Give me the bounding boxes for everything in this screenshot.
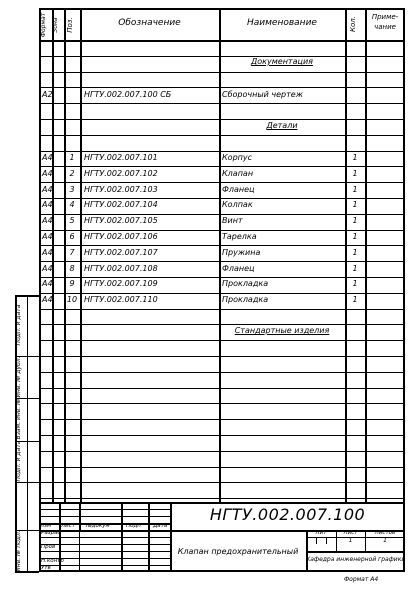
side-label-podp-data-2: Подп. и дата	[15, 440, 22, 482]
row-line	[39, 214, 405, 215]
part-name: Корпус	[222, 153, 253, 162]
hdr-format: Формат	[40, 12, 47, 38]
row-line	[39, 435, 405, 436]
row-line	[39, 403, 405, 404]
part-qty: 1	[352, 248, 358, 257]
part-qty: 1	[352, 216, 358, 225]
row-line	[39, 72, 405, 73]
row-line	[39, 87, 405, 88]
part-format: А4	[42, 185, 53, 194]
part-name: Колпак	[222, 200, 253, 209]
part-qty: 1	[352, 232, 358, 241]
row-line	[39, 277, 405, 278]
section-documentation: Документация	[251, 57, 313, 66]
tb-list: Лист	[61, 523, 75, 529]
part-pos: 1	[69, 153, 75, 162]
hdr-zone: Зона	[52, 17, 59, 33]
side-label-vzam-inv: Взам. инв. №	[15, 398, 22, 440]
tb-lit: Лит	[315, 530, 327, 536]
part-pos: 9	[69, 279, 75, 288]
part-designation: НГТУ.002.007.109	[84, 279, 158, 288]
part-qty: 1	[352, 264, 358, 273]
hdr-name: Наименование	[247, 18, 317, 28]
row-line	[39, 309, 405, 310]
hdr-pos: Поз.	[66, 17, 74, 33]
tb-list-h: Лист	[343, 530, 358, 536]
part-format: А4	[42, 169, 53, 178]
header-bottom	[39, 40, 405, 42]
row-line	[39, 245, 405, 246]
row-line	[39, 356, 405, 357]
part-qty: 1	[352, 200, 358, 209]
part-name: Фланец	[222, 185, 255, 194]
row-line	[39, 182, 405, 183]
row-line	[39, 451, 405, 452]
part-format: А4	[42, 248, 53, 257]
tb-list-val: 1	[348, 537, 353, 544]
row-line	[39, 467, 405, 468]
tb-ndokum: №докум	[86, 523, 110, 529]
part-format: А4	[42, 200, 53, 209]
part-designation: НГТУ.002.007.102	[84, 169, 158, 178]
section-standard: Стандартные изделия	[234, 326, 330, 335]
part-qty: 1	[352, 169, 358, 178]
doc-name: Сборочный чертеж	[222, 90, 303, 99]
hdr-note-2: чание	[374, 23, 396, 31]
part-pos: 5	[69, 216, 75, 225]
row-line	[39, 372, 405, 373]
part-designation: НГТУ.002.007.110	[84, 295, 158, 304]
part-pos: 8	[69, 264, 75, 273]
row-line	[39, 340, 405, 341]
hdr-note-1: Приме-	[371, 13, 399, 21]
part-designation: НГТУ.002.007.108	[84, 264, 158, 273]
side-label-podp-data-1: Подп. и дата	[15, 304, 22, 346]
part-format: А4	[42, 295, 53, 304]
row-line	[39, 151, 405, 152]
row-line	[39, 135, 405, 136]
part-name: Винт	[222, 216, 243, 225]
part-format: А4	[42, 153, 53, 162]
row-line	[39, 103, 405, 104]
tb-nkontr: Н.контр	[41, 558, 64, 564]
part-name: Фланец	[222, 264, 255, 273]
part-pos: 2	[69, 169, 75, 178]
part-name: Тарелка	[222, 232, 257, 241]
part-pos: 6	[69, 232, 75, 241]
row-line	[39, 230, 405, 231]
row-line	[39, 388, 405, 389]
part-qty: 1	[352, 295, 358, 304]
part-format: А4	[42, 232, 53, 241]
part-name: Прокладка	[222, 279, 269, 288]
item-name: Клапан предохранительный	[177, 547, 299, 556]
section-details: Детали	[266, 121, 298, 130]
tb-prov: Пров	[41, 544, 56, 550]
tb-razrab: Разраб	[41, 530, 61, 536]
row-line	[39, 166, 405, 167]
row-line	[39, 482, 405, 483]
side-label-inv-podl: Инв. № подл.	[15, 530, 22, 572]
part-name: Клапан	[222, 169, 254, 178]
doc-format: А2	[42, 90, 53, 99]
title-block-top	[39, 502, 405, 504]
part-designation: НГТУ.002.007.106	[84, 232, 158, 241]
part-pos: 4	[69, 200, 75, 209]
side-label-inv-dubl: Инв. № дубл.	[15, 356, 22, 398]
hdr-qty: Кол.	[349, 16, 357, 32]
row-line	[39, 293, 405, 294]
part-designation: НГТУ.002.007.103	[84, 185, 158, 194]
tb-izm: Изм	[40, 523, 52, 529]
row-line	[39, 419, 405, 420]
part-format: А4	[42, 216, 53, 225]
row-line	[39, 498, 405, 499]
part-designation: НГТУ.002.007.107	[84, 248, 158, 257]
document-number: НГТУ.002.007.100	[209, 505, 366, 524]
row-line	[39, 198, 405, 199]
part-pos: 10	[66, 295, 78, 304]
part-designation: НГТУ.002.007.101	[84, 153, 158, 162]
part-pos: 7	[69, 248, 75, 257]
doc-designation: НГТУ.002.007.100 СБ	[84, 90, 172, 99]
part-pos: 3	[69, 185, 75, 194]
organization: Кафедра инженерной графики	[306, 556, 406, 563]
part-format: А4	[42, 279, 53, 288]
tb-data: Дата	[153, 523, 168, 529]
part-name: Прокладка	[222, 295, 269, 304]
part-format: А4	[42, 264, 53, 273]
tb-listov: Листов	[374, 530, 396, 536]
tb-podp: Подп	[126, 523, 141, 529]
footer-format: Формат А4	[344, 576, 379, 583]
part-name: Пружина	[222, 248, 261, 257]
row-line	[39, 119, 405, 120]
part-designation: НГТУ.002.007.105	[84, 216, 158, 225]
row-line	[39, 56, 405, 57]
row-line	[39, 324, 405, 325]
tb-listov-val: 1	[383, 537, 387, 544]
part-qty: 1	[352, 185, 358, 194]
hdr-designation: Обозначение	[118, 18, 181, 28]
part-qty: 1	[352, 153, 358, 162]
tb-utv: Утв	[41, 565, 51, 571]
row-line	[39, 261, 405, 262]
part-qty: 1	[352, 279, 358, 288]
part-designation: НГТУ.002.007.104	[84, 200, 158, 209]
